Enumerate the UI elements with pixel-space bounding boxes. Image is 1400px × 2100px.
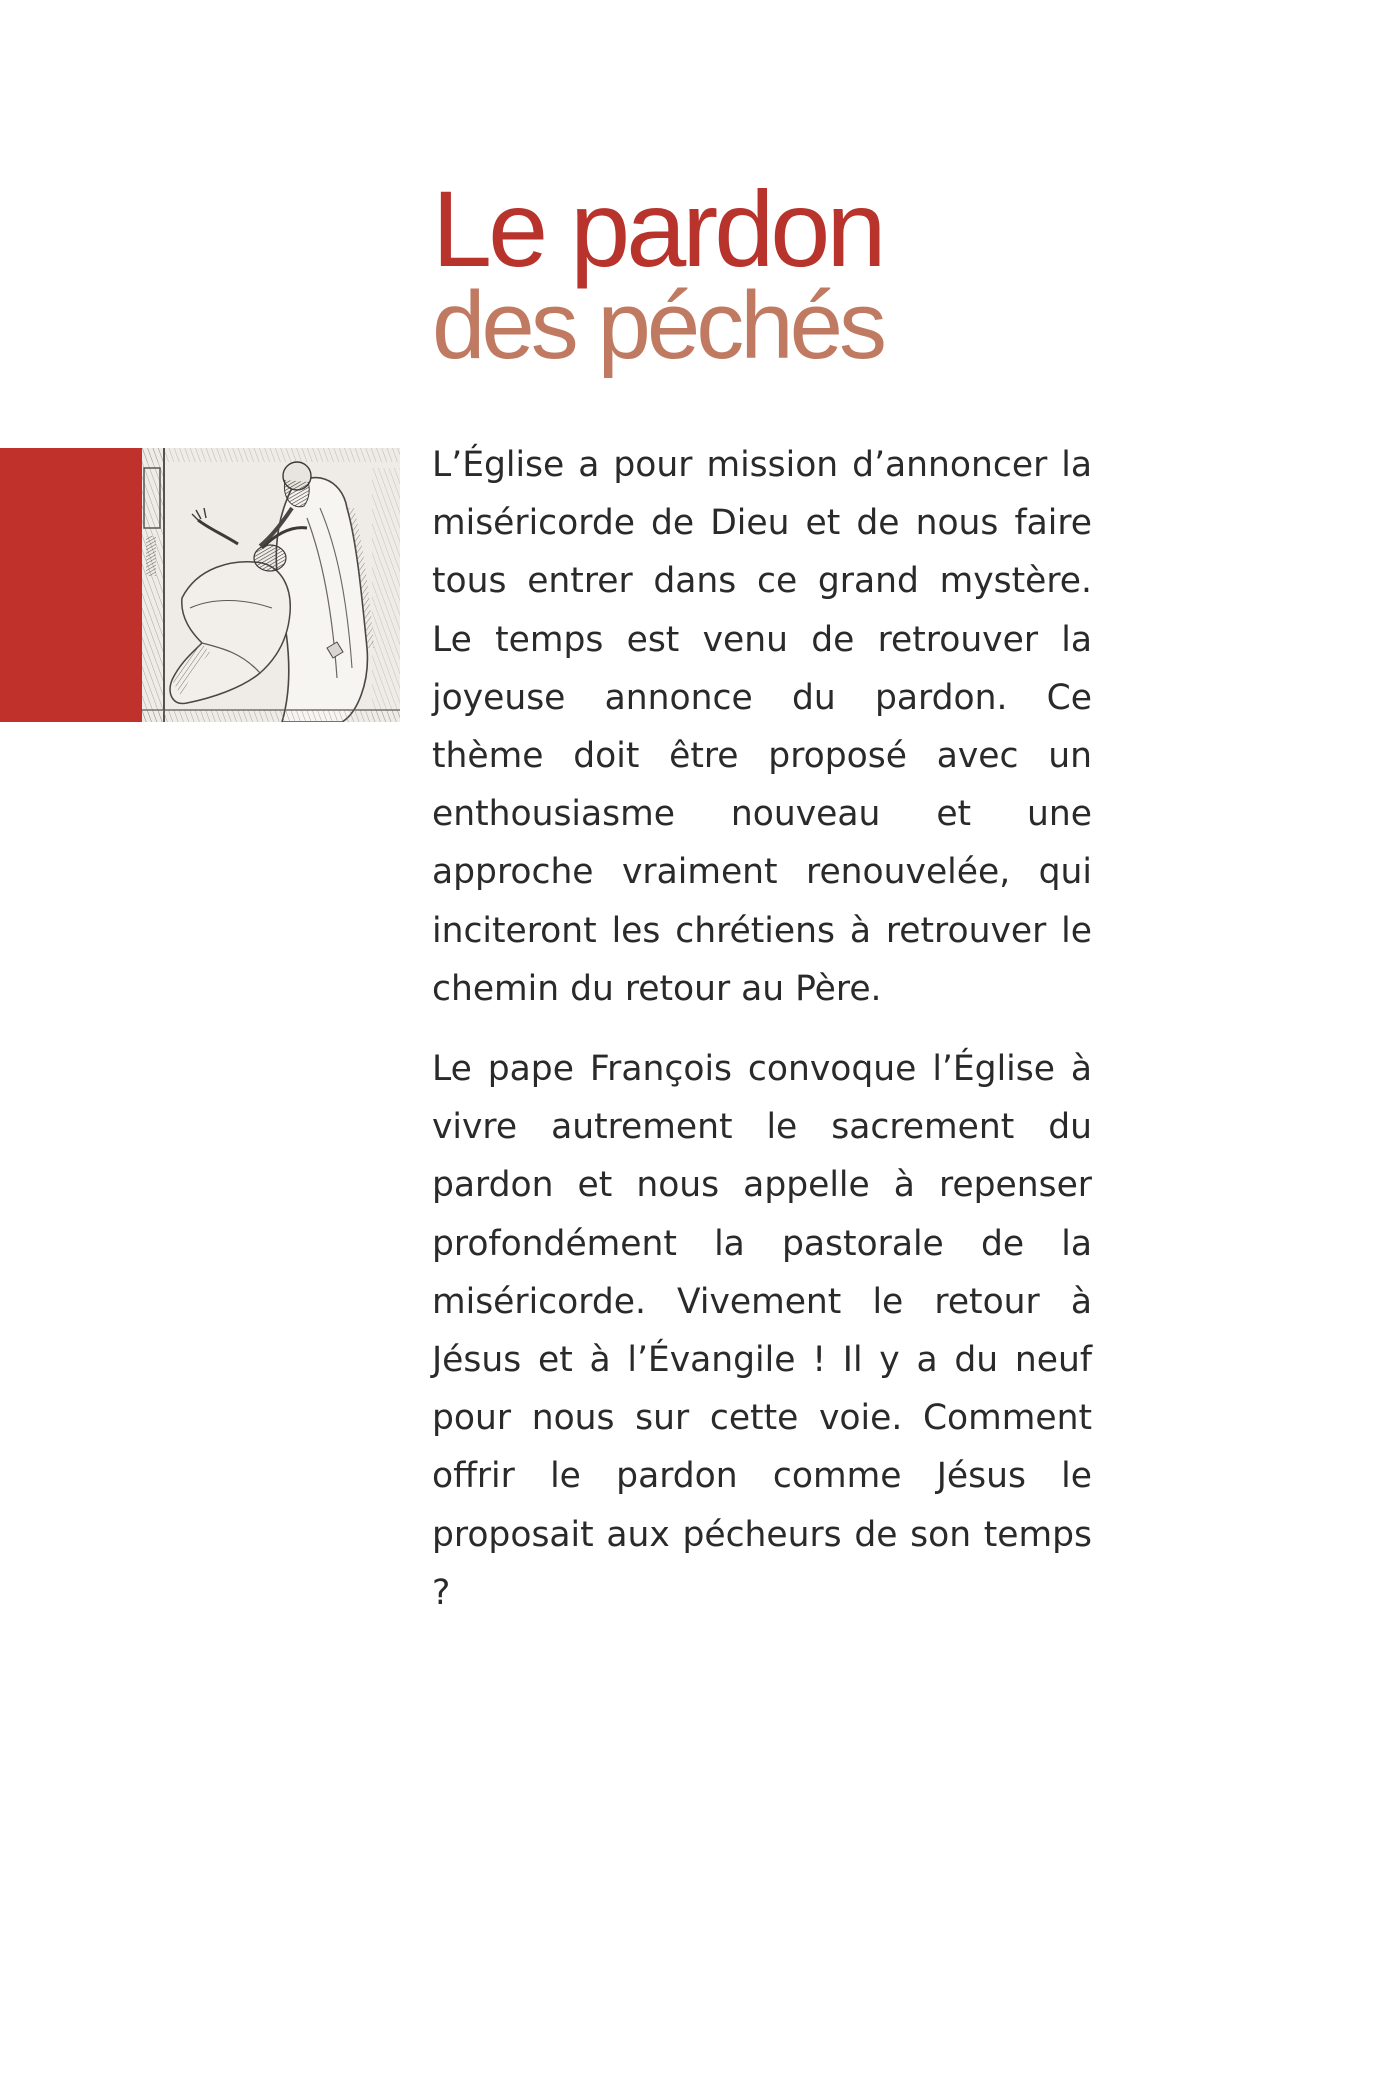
description-text <box>432 436 1092 1644</box>
engraving-illustration <box>142 448 400 722</box>
paragraph-2: Le pape François convoque l’Église à vivre autrement le sacrement du pardon et nous appelle à repenser profondément la pastorale de la miséricorde. Vivement le retour à Jésus et à l’Évangile ! Il y a du neuf pour nous sur cette voie. Comment offrir le pardon comme Jésus le proposait aux pécheurs de son temps ? <box>432 1049 1092 1613</box>
prodigal-son-engraving-icon <box>142 448 400 722</box>
page-title <box>432 168 884 379</box>
title-line-2: des péchés <box>432 272 884 379</box>
paragraph-1: L’Église a pour mission d’annoncer la miséricorde de Dieu et de nous faire tous entrer dans ce grand mystère. Le temps est venu de retrouver la joyeuse annonce du pardon. Ce thème doit être proposé avec un enthousiasme nouveau et une approche vraiment renouvelée, qui inciteront les chrétiens à retrouver le chemin du retour au Père. <box>432 445 1092 1009</box>
title-line-1: Le pardon <box>432 168 883 289</box>
red-accent-band <box>0 448 142 722</box>
